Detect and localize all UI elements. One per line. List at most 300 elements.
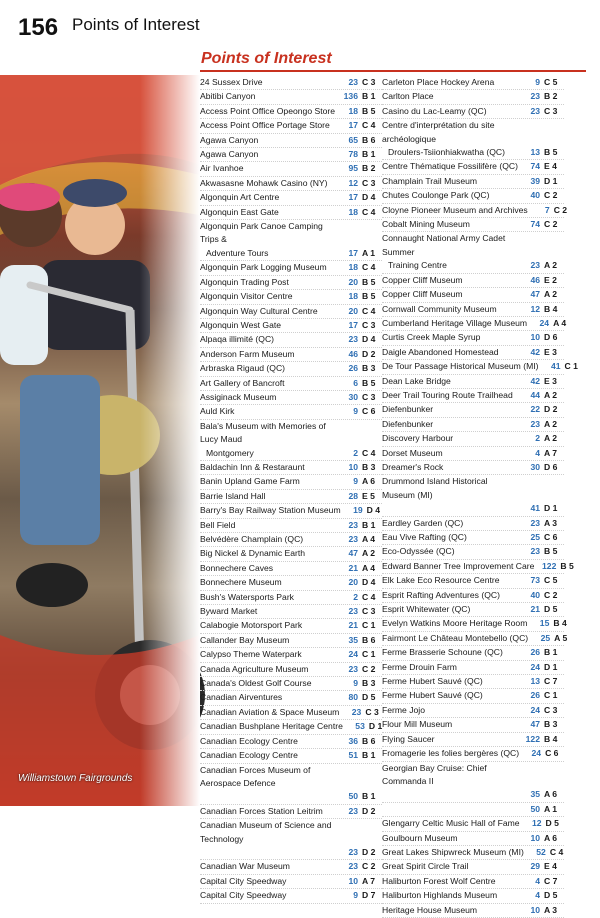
index-entry xyxy=(382,331,564,345)
entry-name: Curtis Creek Maple Syrup xyxy=(382,332,481,343)
entry-name: Anderson Farm Museum xyxy=(200,348,295,359)
entry-grid-ref: C 5 xyxy=(544,575,558,586)
entry-grid-ref: B 4 xyxy=(544,303,558,314)
entry-page: 10 xyxy=(530,332,540,343)
entry-grid-ref: B 2 xyxy=(544,91,558,102)
entry-grid-ref: D 4 xyxy=(362,192,376,203)
entry-grid-ref: A 7 xyxy=(544,447,558,458)
entry-page: 4 xyxy=(535,447,540,458)
entry-grid-ref: C 2 xyxy=(544,219,558,230)
index-entry xyxy=(382,160,564,174)
entry-page: 22 xyxy=(530,404,540,415)
entry-page: 51 xyxy=(348,750,358,761)
entry-page: 18 xyxy=(348,291,358,302)
entry-page: 21 xyxy=(348,562,358,573)
entry-grid-ref: C 7 xyxy=(544,676,558,687)
entry-name: Access Point Office Opeongo Store xyxy=(200,105,336,116)
entry-page: 40 xyxy=(530,190,540,201)
index-entry xyxy=(200,805,382,819)
entry-name: Eco-Odyssée (QC) xyxy=(382,546,455,557)
index-entry xyxy=(200,706,382,720)
index-entry xyxy=(382,832,564,846)
entry-grid-ref: C 5 xyxy=(544,77,558,87)
entry-grid-ref: D 5 xyxy=(544,890,558,901)
index-entry xyxy=(382,560,574,574)
entry-name: Agawa Canyon xyxy=(200,134,259,145)
entry-name: Ferme Brasserie Schoune (QC) xyxy=(382,647,503,658)
entry-name: Fromagerie les folies bergères (QC) xyxy=(382,748,520,759)
entry-name: Cloyne Pioneer Museum and Archives xyxy=(382,204,528,215)
entry-page: 30 xyxy=(530,461,540,472)
entry-page: 25 xyxy=(540,632,551,643)
entry-name: Ferme Drouin Farm xyxy=(382,661,457,672)
entry-grid-ref: C 4 xyxy=(362,206,376,217)
entry-page: 2 xyxy=(535,433,540,444)
entry-page: 4 xyxy=(535,890,540,901)
entry-name: Algonquin East Gate xyxy=(200,206,279,217)
entry-page: 53 xyxy=(355,721,365,732)
entry-page: 47 xyxy=(530,719,540,730)
index-entry xyxy=(382,733,564,747)
entry-grid-ref: A 6 xyxy=(544,832,558,843)
entry-page: 18 xyxy=(348,105,358,116)
entry-grid-ref: B 1 xyxy=(362,750,376,761)
entry-grid-ref: C 6 xyxy=(545,748,559,759)
entry-name: Bonnechere Caves xyxy=(200,562,274,573)
entry-page: 73 xyxy=(530,575,540,586)
entry-page: 23 xyxy=(348,534,358,544)
index-entry xyxy=(200,76,382,90)
index-entry xyxy=(382,119,564,160)
index-entry xyxy=(200,533,382,547)
index-entry xyxy=(382,904,564,918)
index-entry xyxy=(200,764,382,805)
index-entry xyxy=(382,389,564,403)
entry-name: Ferme Jojo xyxy=(382,704,425,715)
index-entry xyxy=(200,348,382,362)
entry-name: Akwasasne Mohawk Casino (NY) xyxy=(200,177,328,188)
entry-grid-ref: C 4 xyxy=(362,591,376,602)
entry-grid-ref: D 2 xyxy=(362,805,376,816)
entry-name: Canadian Ecology Centre xyxy=(200,735,298,746)
index-entry xyxy=(200,461,382,475)
entry-page: 23 xyxy=(348,606,358,617)
entry-grid-ref: B 6 xyxy=(362,134,376,145)
entry-name: Canadian Airventures xyxy=(200,692,283,703)
entry-name: Drummond Island Historical Museum (MI) xyxy=(382,475,518,515)
entry-name: Callander Bay Museum xyxy=(200,634,290,645)
entry-grid-ref: B 2 xyxy=(362,163,376,174)
entry-page: 13 xyxy=(530,676,540,687)
entry-name: Ferme Hubert Sauvé (QC) xyxy=(382,690,483,701)
entry-name-continuation: Adventure Tours xyxy=(206,247,269,258)
entry-name: Bush's Watersports Park xyxy=(200,591,294,602)
entry-page: 80 xyxy=(348,692,358,703)
entry-page: 9 xyxy=(353,890,358,901)
index-entry xyxy=(382,447,564,461)
entry-grid-ref: A 3 xyxy=(544,517,558,528)
entry-grid-ref: B 3 xyxy=(362,678,376,689)
index-entry xyxy=(200,119,382,133)
entry-grid-ref: A 4 xyxy=(553,317,567,328)
entry-page: 17 xyxy=(348,247,358,258)
index-entry xyxy=(382,375,564,389)
entry-grid-ref: E 5 xyxy=(362,490,375,501)
entry-page: 29 xyxy=(530,861,540,872)
entry-name-continuation xyxy=(382,502,518,515)
entry-grid-ref: A 2 xyxy=(544,260,558,271)
entry-grid-ref: D 5 xyxy=(545,818,559,829)
index-entry xyxy=(382,232,564,273)
entry-page: 42 xyxy=(530,346,540,357)
entry-name: Goulbourn Museum xyxy=(382,832,458,843)
entry-page: 20 xyxy=(348,305,358,316)
entry-page: 41 xyxy=(530,503,540,514)
index-entry xyxy=(200,377,382,391)
entry-grid-ref: B 4 xyxy=(544,733,558,744)
entry-name-continuation: Droulers-Tsiionhiakwatha (QC) xyxy=(388,147,506,158)
entry-page: 4 xyxy=(535,875,540,886)
entry-name: Casino du Lac-Leamy (QC) xyxy=(382,105,487,116)
index-entry xyxy=(382,274,564,288)
index-entry xyxy=(200,819,382,860)
index-entry xyxy=(200,261,382,275)
index-entry xyxy=(382,317,567,331)
index-entry xyxy=(382,90,564,104)
entry-grid-ref: B 6 xyxy=(362,735,376,746)
entry-name: Carleton Place Hockey Arena xyxy=(382,77,495,87)
index-entry xyxy=(382,360,578,374)
entry-page: 50 xyxy=(530,803,540,814)
entry-name: Algonquin Trading Post xyxy=(200,276,289,287)
entry-name-continuation xyxy=(200,846,336,859)
index-entry xyxy=(200,290,382,304)
index-entry xyxy=(200,562,382,576)
entry-page: 12 xyxy=(531,818,542,829)
entry-page: 46 xyxy=(348,348,358,359)
entry-page: 13 xyxy=(530,147,540,158)
entry-grid-ref: B 1 xyxy=(544,647,558,658)
entry-grid-ref: B 3 xyxy=(362,363,376,374)
entry-name: Algonquin Way Cultural Centre xyxy=(200,305,318,316)
entry-name: Esprit Whitewater (QC) xyxy=(382,604,471,615)
index-entry xyxy=(200,576,382,590)
entry-name: Banin Upland Game Farm xyxy=(200,476,300,487)
entry-page: 20 xyxy=(348,276,358,287)
entry-name: Centre d'interprétation du site archéologique Droulers-Tsiionhiakwatha (QC) xyxy=(382,119,518,159)
entry-page: 9 xyxy=(535,77,540,87)
entry-page: 2 xyxy=(353,447,358,458)
entry-page: 26 xyxy=(530,647,540,658)
index-entry xyxy=(382,76,564,90)
index-entry xyxy=(382,432,564,446)
entry-name: Canadian Ecology Centre xyxy=(200,750,298,761)
entry-grid-ref: C 2 xyxy=(544,190,558,201)
entry-grid-ref: C 3 xyxy=(362,177,376,188)
index-entry xyxy=(200,875,382,889)
entry-page: 17 xyxy=(348,319,358,330)
entry-name: Glengarry Celtic Music Hall of Fame xyxy=(382,818,520,829)
fairground-photo xyxy=(0,75,200,806)
entry-page: 39 xyxy=(530,175,540,186)
index-entry xyxy=(382,545,564,559)
photo-caption: Williamstown Fairgrounds xyxy=(18,773,133,784)
entry-page: 23 xyxy=(530,418,540,429)
entry-grid-ref: D 4 xyxy=(362,334,376,345)
entry-name: Barrie Island Hall xyxy=(200,490,266,501)
entry-page: 18 xyxy=(348,206,358,217)
entry-page: 28 xyxy=(348,490,358,501)
entry-grid-ref: D 1 xyxy=(368,721,383,732)
entry-name: Diefenbunker xyxy=(382,404,434,415)
entry-name: Eardley Garden (QC) xyxy=(382,517,464,528)
index-entry xyxy=(200,162,382,176)
entry-page: 35 xyxy=(530,789,540,800)
index-entry xyxy=(382,747,564,761)
entry-page: 7 xyxy=(544,204,550,215)
entry-page: 12 xyxy=(348,177,358,188)
index-entry xyxy=(200,605,382,619)
entry-grid-ref: B 1 xyxy=(362,149,376,160)
index-entry xyxy=(382,418,564,432)
entry-page: 52 xyxy=(536,846,546,857)
entry-grid-ref: E 4 xyxy=(544,861,557,872)
index-entry xyxy=(382,661,564,675)
index-entry xyxy=(200,105,382,119)
entry-page: 9 xyxy=(353,476,358,487)
index-entry xyxy=(382,175,564,189)
entry-page: 23 xyxy=(348,519,358,530)
index-entry xyxy=(382,846,564,860)
entry-name: Algonquin Art Centre xyxy=(200,192,280,203)
entry-grid-ref: D 2 xyxy=(362,846,376,857)
entry-name: Calypso Theme Waterpark xyxy=(200,649,302,660)
entry-page: 47 xyxy=(530,289,540,300)
index-entry xyxy=(200,691,382,705)
entry-grid-ref: C 2 xyxy=(362,861,376,872)
index-entry xyxy=(382,718,564,732)
entry-name: Auld Kirk xyxy=(200,406,235,417)
index-entry xyxy=(200,648,382,662)
entry-grid-ref: D 2 xyxy=(544,404,558,415)
entry-grid-ref: D 7 xyxy=(362,890,376,901)
entry-grid-ref: A 2 xyxy=(544,389,558,400)
entry-page: 9 xyxy=(353,406,358,417)
entry-grid-ref: A 1 xyxy=(544,803,558,814)
entry-grid-ref: C 2 xyxy=(544,589,558,600)
entry-name: Connaught National Army Cadet Summer Training Centre xyxy=(382,232,518,272)
index-entry xyxy=(382,603,564,617)
index-entry xyxy=(200,619,382,633)
index-entry xyxy=(200,220,382,261)
entry-grid-ref: C 3 xyxy=(544,704,558,715)
index-column-right xyxy=(382,76,578,918)
entry-page: 44 xyxy=(530,389,540,400)
index-entry xyxy=(200,591,382,605)
entry-name: Haliburton Forest Wolf Centre xyxy=(382,875,496,886)
index-entry xyxy=(382,303,564,317)
entry-page: 40 xyxy=(530,589,540,600)
entry-grid-ref: C 6 xyxy=(362,406,376,417)
entry-page: 23 xyxy=(348,861,358,872)
entry-grid-ref: B 6 xyxy=(362,634,376,645)
index-entry xyxy=(200,860,382,874)
entry-name: Barry's Bay Railway Station Museum xyxy=(200,505,341,516)
page-header xyxy=(0,0,600,44)
entry-page: 10 xyxy=(348,461,358,472)
entry-page: 26 xyxy=(348,363,358,374)
entry-name: Canada's Oldest Golf Course xyxy=(200,678,312,689)
entry-grid-ref: A 7 xyxy=(362,875,376,886)
index-column-left xyxy=(200,76,382,904)
index-entry xyxy=(382,288,564,302)
entry-name: Cumberland Heritage Village Museum xyxy=(382,317,528,328)
index-entry xyxy=(382,617,567,631)
entry-grid-ref: C 3 xyxy=(544,105,558,116)
entry-grid-ref: D 6 xyxy=(544,461,558,472)
entry-grid-ref: B 5 xyxy=(362,105,376,116)
entry-name: Belvédère Champlain (QC) xyxy=(200,534,304,544)
entry-grid-ref: C 3 xyxy=(362,319,376,330)
entry-grid-ref: C 3 xyxy=(362,77,376,87)
index-entry xyxy=(200,177,382,191)
entry-name: Calabogie Motorsport Park xyxy=(200,620,303,631)
entry-grid-ref: C 1 xyxy=(564,361,578,372)
entry-name: Arbraska Rigaud (QC) xyxy=(200,363,286,374)
entry-name: Edward Banner Tree Improvement Care xyxy=(382,560,535,571)
entry-page: 50 xyxy=(348,791,358,802)
entry-grid-ref: A 1 xyxy=(362,247,376,258)
entry-name: Champlain Trail Museum xyxy=(382,175,478,186)
index-entry xyxy=(200,276,382,290)
entry-name-continuation: Montgomery xyxy=(206,447,254,458)
entry-page: 23 xyxy=(348,805,358,816)
entry-page: 24 xyxy=(530,704,540,715)
entry-page: 65 xyxy=(348,134,358,145)
index-entry xyxy=(382,632,568,646)
entry-grid-ref: B 5 xyxy=(560,560,574,571)
entry-name: Eau Vive Rafting (QC) xyxy=(382,532,467,542)
entry-name: Canadian Forces Museum of Aerospace Defence xyxy=(200,764,336,804)
index-entry xyxy=(200,735,382,749)
entry-page: 24 xyxy=(531,748,542,759)
entry-grid-ref: B 1 xyxy=(362,519,376,530)
index-entry xyxy=(382,105,564,119)
entry-grid-ref: B 4 xyxy=(553,618,567,629)
entry-name: Bell Field xyxy=(200,519,236,530)
entry-page: 47 xyxy=(348,548,358,559)
entry-name: Elk Lake Eco Resource Centre xyxy=(382,575,500,586)
entry-page: 21 xyxy=(530,604,540,615)
index-entry xyxy=(200,405,382,419)
entry-page: 42 xyxy=(530,375,540,386)
entry-name: Georgian Bay Cruise: Chief Commanda II xyxy=(382,762,518,802)
entry-page: 23 xyxy=(351,706,362,717)
entry-grid-ref: B 5 xyxy=(362,377,376,388)
entry-page: 12 xyxy=(530,303,540,314)
entry-page: 46 xyxy=(530,274,540,285)
entry-page: 74 xyxy=(530,219,540,230)
entry-page: 18 xyxy=(348,262,358,273)
index-entry xyxy=(382,461,564,475)
entry-grid-ref: B 1 xyxy=(362,91,376,102)
index-entry xyxy=(200,519,382,533)
entry-grid-ref: C 3 xyxy=(365,706,379,717)
entry-name: Canada Agriculture Museum xyxy=(200,663,309,674)
entry-name: Flour Mill Museum xyxy=(382,719,453,730)
page-number: 156 xyxy=(18,14,59,41)
entry-grid-ref: B 3 xyxy=(362,461,376,472)
entry-name: Algonquin West Gate xyxy=(200,319,282,330)
index-entry xyxy=(200,362,382,376)
entry-grid-ref: D 5 xyxy=(544,604,558,615)
entry-name: Canadian Forces Station Leitrim xyxy=(200,805,323,816)
entry-page: 24 xyxy=(348,649,358,660)
entry-grid-ref: E 3 xyxy=(544,346,557,357)
entry-name: Daigle Abandoned Homestead xyxy=(382,346,499,357)
entry-grid-ref: C 2 xyxy=(362,663,376,674)
entry-page: 15 xyxy=(539,618,550,629)
entry-name: Esprit Rafting Adventures (QC) xyxy=(382,589,500,600)
entry-page: 30 xyxy=(348,391,358,402)
index-entry xyxy=(200,90,382,104)
index-entry xyxy=(200,677,382,691)
index-entry xyxy=(200,634,382,648)
entry-grid-ref: E 3 xyxy=(544,375,557,386)
index-entry xyxy=(382,218,564,232)
index-entry xyxy=(200,333,382,347)
index-entry xyxy=(200,504,382,518)
entry-grid-ref: D 4 xyxy=(362,577,376,588)
title-rule xyxy=(200,70,586,72)
entry-name: Fairmont Le Château Montebello (QC) xyxy=(382,632,529,643)
entry-page: 10 xyxy=(348,875,358,886)
entry-page: 23 xyxy=(530,105,540,116)
entry-grid-ref: A 4 xyxy=(362,534,376,544)
entry-page: 122 xyxy=(542,560,557,571)
entry-grid-ref: C 7 xyxy=(544,875,558,886)
index-entry xyxy=(200,490,382,504)
index-entry xyxy=(200,475,382,489)
entry-page: 10 xyxy=(530,904,540,915)
entry-name-continuation xyxy=(200,790,336,803)
entry-page: 19 xyxy=(353,505,363,516)
entry-page: 2 xyxy=(353,591,358,602)
entry-page: 20 xyxy=(348,577,358,588)
entry-name: Flying Saucer xyxy=(382,733,435,744)
entry-grid-ref: C 3 xyxy=(362,606,376,617)
index-entry xyxy=(382,675,564,689)
index-entry xyxy=(382,762,564,803)
entry-page: 36 xyxy=(348,735,358,746)
entry-grid-ref: C 4 xyxy=(362,447,376,458)
index-entry xyxy=(382,346,564,360)
entry-name: Discovery Harbour xyxy=(382,433,454,444)
entry-name: Algonquin Park Logging Museum xyxy=(200,262,327,273)
entry-page: 122 xyxy=(525,733,540,744)
index-entry xyxy=(200,420,382,461)
entry-name: Cornwall Community Museum xyxy=(382,303,497,314)
entry-name: Algonquin Visitor Centre xyxy=(200,291,293,302)
entry-name: Assiginack Museum xyxy=(200,391,277,402)
entry-name: Centre Thématique Fossilifère (QC) xyxy=(382,161,518,172)
index-entry xyxy=(382,204,568,218)
index-entry xyxy=(382,189,564,203)
entry-name: Haliburton Highlands Museum xyxy=(382,890,498,901)
entry-name: Big Nickel & Dynamic Earth xyxy=(200,548,306,559)
entry-name: Capital City Speedway xyxy=(200,890,287,901)
index-entry xyxy=(200,391,382,405)
